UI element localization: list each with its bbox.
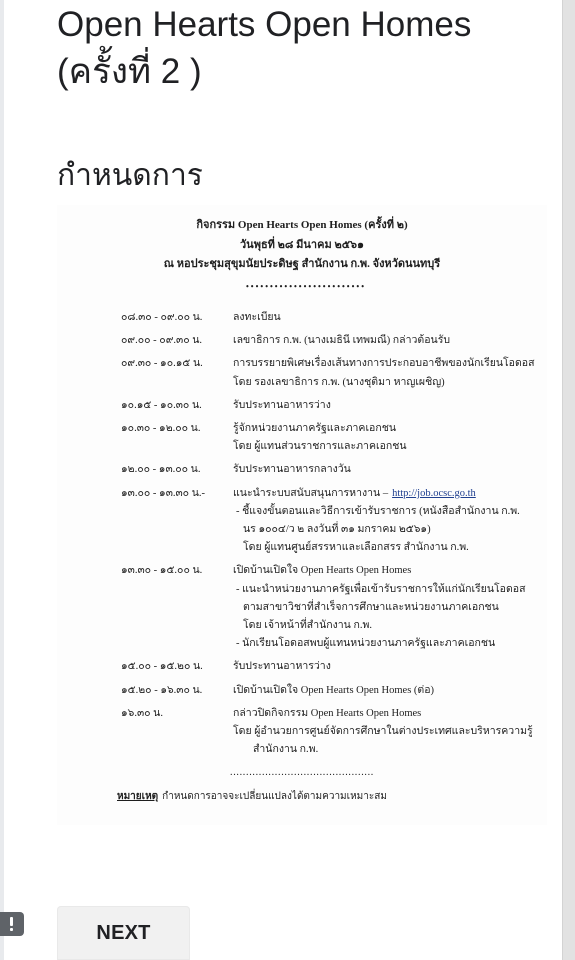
schedule-line: การบรรยายพิเศษเรื่องเส้นทางการประกอบอาชีพของนักเรียนโอดอส xyxy=(233,358,535,370)
report-button[interactable] xyxy=(0,912,24,936)
schedule-line: โดย ผู้แทนศูนย์สรรหาและเลือกสรร สำนักงาน ก.พ. xyxy=(243,542,469,554)
schedule-row xyxy=(57,485,547,558)
schedule-row xyxy=(57,332,547,350)
schedule-line: รู้จักหน่วยงานภาครัฐและภาคเอกชน xyxy=(233,423,397,435)
schedule-date: วันพุธที่ ๒๘ มีนาคม ๒๕๖๑ xyxy=(240,238,364,251)
schedule-line: โดย เจ้าหน้าที่สำนักงาน ก.พ. xyxy=(243,620,372,632)
schedule-line-text: แนะนำระบบสนับสนุนการหางาน – xyxy=(233,487,389,499)
exclamation-dot xyxy=(10,928,13,931)
right-page-edge xyxy=(562,0,575,960)
schedule-line: - ชี้แจงขั้นตอนและวิธีการเข้ารับราชการ (หนังสือสำนักงาน ก.พ. xyxy=(236,505,520,517)
next-button[interactable]: NEXT xyxy=(57,906,190,960)
exclamation-bar xyxy=(10,917,13,926)
schedule-line: สำนักงาน ก.พ. xyxy=(253,744,319,756)
schedule-line: เปิดบ้านเปิดใจ Open Hearts Open Homes xyxy=(233,565,412,577)
schedule-description xyxy=(233,332,547,350)
schedule-image xyxy=(57,205,547,825)
schedule-description xyxy=(233,355,547,391)
left-page-edge xyxy=(0,0,4,960)
schedule-row xyxy=(57,682,547,700)
schedule-row xyxy=(57,397,547,415)
job-portal-link: http://job.ocsc.go.th xyxy=(392,487,476,499)
note-label: หมายเหตุ xyxy=(117,791,159,802)
schedule-line: รับประทานอาหารว่าง xyxy=(233,661,331,673)
schedule-note xyxy=(117,788,387,806)
schedule-line: กล่าวปิดกิจกรรม Open Hearts Open Homes xyxy=(233,707,422,719)
schedule-time: ๑๓.๐๐ - ๑๓.๓๐ น.- xyxy=(121,487,206,499)
schedule-table xyxy=(57,309,547,764)
schedule-description xyxy=(233,485,547,558)
schedule-time: ๐๙.๐๐ - ๐๙.๓๐ น. xyxy=(121,335,203,347)
section-heading: กำหนดการ xyxy=(57,159,203,192)
schedule-description xyxy=(233,397,547,415)
schedule-time: ๑๕.๐๐ - ๑๕.๒๐ น. xyxy=(121,661,203,673)
schedule-time: ๑๕.๒๐ - ๑๖.๓๐ น. xyxy=(121,684,203,696)
schedule-description xyxy=(233,682,547,700)
schedule-time: ๑๐.๑๕ - ๑๐.๓๐ น. xyxy=(121,399,202,411)
schedule-description xyxy=(233,562,547,653)
schedule-time: ๐๘.๓๐ - ๐๙.๐๐ น. xyxy=(121,312,203,323)
schedule-time: ๑๓.๓๐ - ๑๕.๐๐ น. xyxy=(121,565,203,577)
note-text: กำหนดการอาจจะเปลี่ยนแปลงได้ตามความเหมาะสม xyxy=(162,791,387,802)
schedule-row xyxy=(57,309,547,327)
schedule-row xyxy=(57,355,547,391)
exclamation-icon xyxy=(0,912,24,936)
schedule-row xyxy=(57,461,547,479)
schedule-row xyxy=(57,562,547,653)
schedule-line: - แนะนำหน่วยงานภาครัฐเพื่อเข้ารับราชการให้แก่นักเรียนโอดอส xyxy=(236,583,526,595)
schedule-time: ๐๙.๓๐ - ๑๐.๑๕ น. xyxy=(121,358,203,370)
schedule-line: โดย รองเลขาธิการ ก.พ. (นางชุติมา หาญเผชิญ) xyxy=(233,376,445,388)
schedule-line: นร ๑๐๐๔/ว ๒ ลงวันที่ ๓๑ มกราคม ๒๕๖๑) xyxy=(243,524,431,536)
schedule-description xyxy=(233,658,547,676)
schedule-line: ลงทะเบียน xyxy=(233,312,281,323)
schedule-description xyxy=(233,705,547,760)
schedule-venue: ณ หอประชุมสุขุมนัยประดิษฐ สำนักงาน ก.พ. จังหวัดนนทบุรี xyxy=(163,258,441,270)
schedule-line: รับประทานอาหารกลางวัน xyxy=(233,464,351,476)
schedule-line: - นักเรียนโอดอสพบผู้แทนหน่วยงานภาครัฐและภาคเอกชน xyxy=(236,638,496,650)
header-separator: ••••••••••••••••••••••••• xyxy=(245,282,367,291)
schedule-description xyxy=(233,461,547,479)
schedule-line xyxy=(233,485,547,503)
schedule-description xyxy=(233,309,547,327)
schedule-line: โดย ผู้อำนวยการศูนย์จัดการศึกษาในต่างประเทศและบริหารความรู้ xyxy=(233,726,533,738)
schedule-line: โดย ผู้แทนส่วนราชการและภาคเอกชน xyxy=(233,441,407,453)
schedule-row xyxy=(57,420,547,456)
footer-separator: ............................................. xyxy=(230,767,374,778)
schedule-line: ตามสาขาวิชาที่สำเร็จการศึกษาและหน่วยงานภาคเอกชน xyxy=(243,601,499,613)
schedule-time: ๑๒.๐๐ - ๑๓.๐๐ น. xyxy=(121,464,201,476)
schedule-row xyxy=(57,705,547,760)
schedule-event-title: กิจกรรม Open Hearts Open Homes (ครั้งที่ ๒) xyxy=(196,219,408,231)
schedule-time: ๑๖.๓๐ น. xyxy=(121,707,163,719)
schedule-time: ๑๐.๓๐ - ๑๒.๐๐ น. xyxy=(121,423,201,435)
form-title: Open Hearts Open Homes (ครั้งที่ 2 ) xyxy=(57,5,472,91)
schedule-line: เลขาธิการ ก.พ. (นางเมธินี เทพมณี) กล่าวต้อนรับ xyxy=(233,335,451,347)
schedule-line: เปิดบ้านเปิดใจ Open Hearts Open Homes (ต่อ) xyxy=(233,684,435,696)
schedule-description xyxy=(233,420,547,456)
schedule-row xyxy=(57,658,547,676)
schedule-line: รับประทานอาหารว่าง xyxy=(233,399,331,411)
schedule-header xyxy=(57,216,547,275)
